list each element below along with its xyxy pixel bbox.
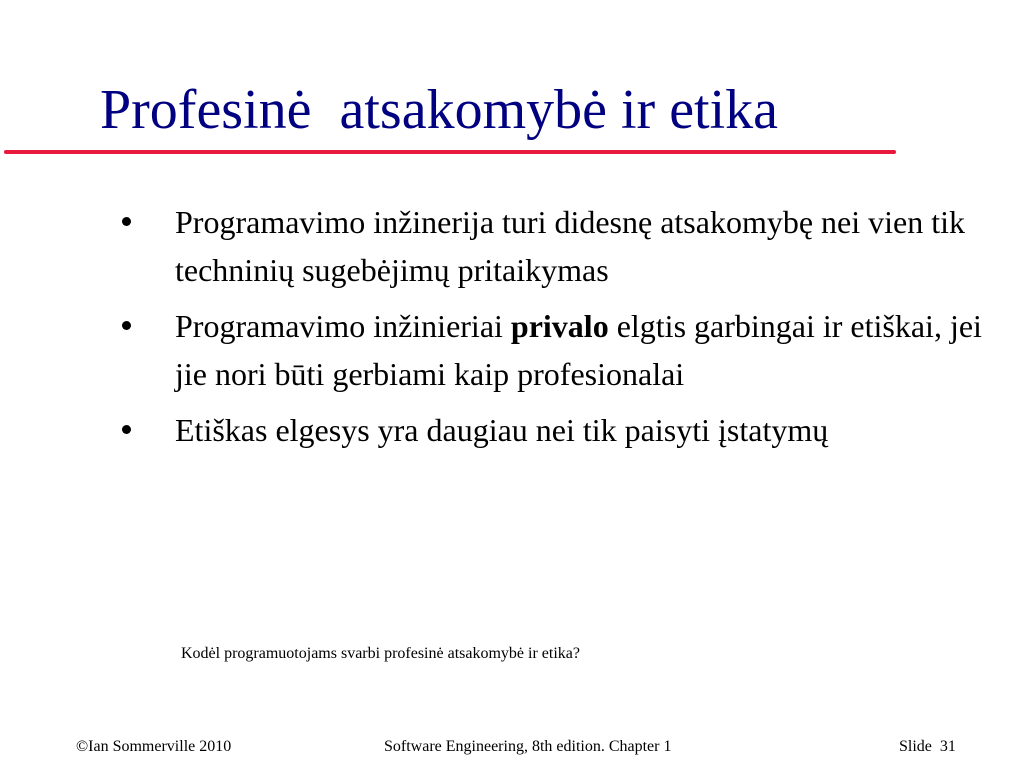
footer-book-title: Software Engineering, 8th edition. Chapter 1 (384, 738, 672, 755)
bullet-text-part: elgtis garbingai ir etiškai, jei jie nori būti gerbiami kaip profesionalai (175, 308, 982, 392)
footer-copyright: ©Ian Sommerville 2010 (76, 738, 232, 755)
bullet-text (175, 308, 982, 392)
bullet-text-part: Etiškas elgesys yra daugiau nei tik paisyti įstatymų (175, 412, 829, 448)
bullet-item (120, 198, 990, 294)
bullet-text (175, 204, 965, 288)
bullet-text-bold: privalo (510, 308, 609, 344)
slide-title: Profesinė atsakomybė ir etika (100, 79, 779, 141)
bullet-dot-icon (122, 425, 131, 434)
bullet-item (120, 406, 990, 454)
footer-slide-number: Slide 31 (899, 738, 956, 755)
bullet-item (120, 302, 990, 398)
bullet-list (120, 198, 990, 462)
question-note: Kodėl programuotojams svarbi profesinė atsakomybė ir etika? (181, 645, 580, 662)
bullet-text-part: Programavimo inžinerija turi didesnę atsakomybę nei vien tik techninių sugebėjimų pritaikymas (175, 204, 966, 288)
title-underline (4, 150, 896, 154)
bullet-text-part: Programavimo inžinieriai (175, 308, 511, 344)
bullet-dot-icon (122, 217, 131, 226)
bullet-text (175, 412, 828, 448)
bullet-dot-icon (122, 321, 131, 330)
